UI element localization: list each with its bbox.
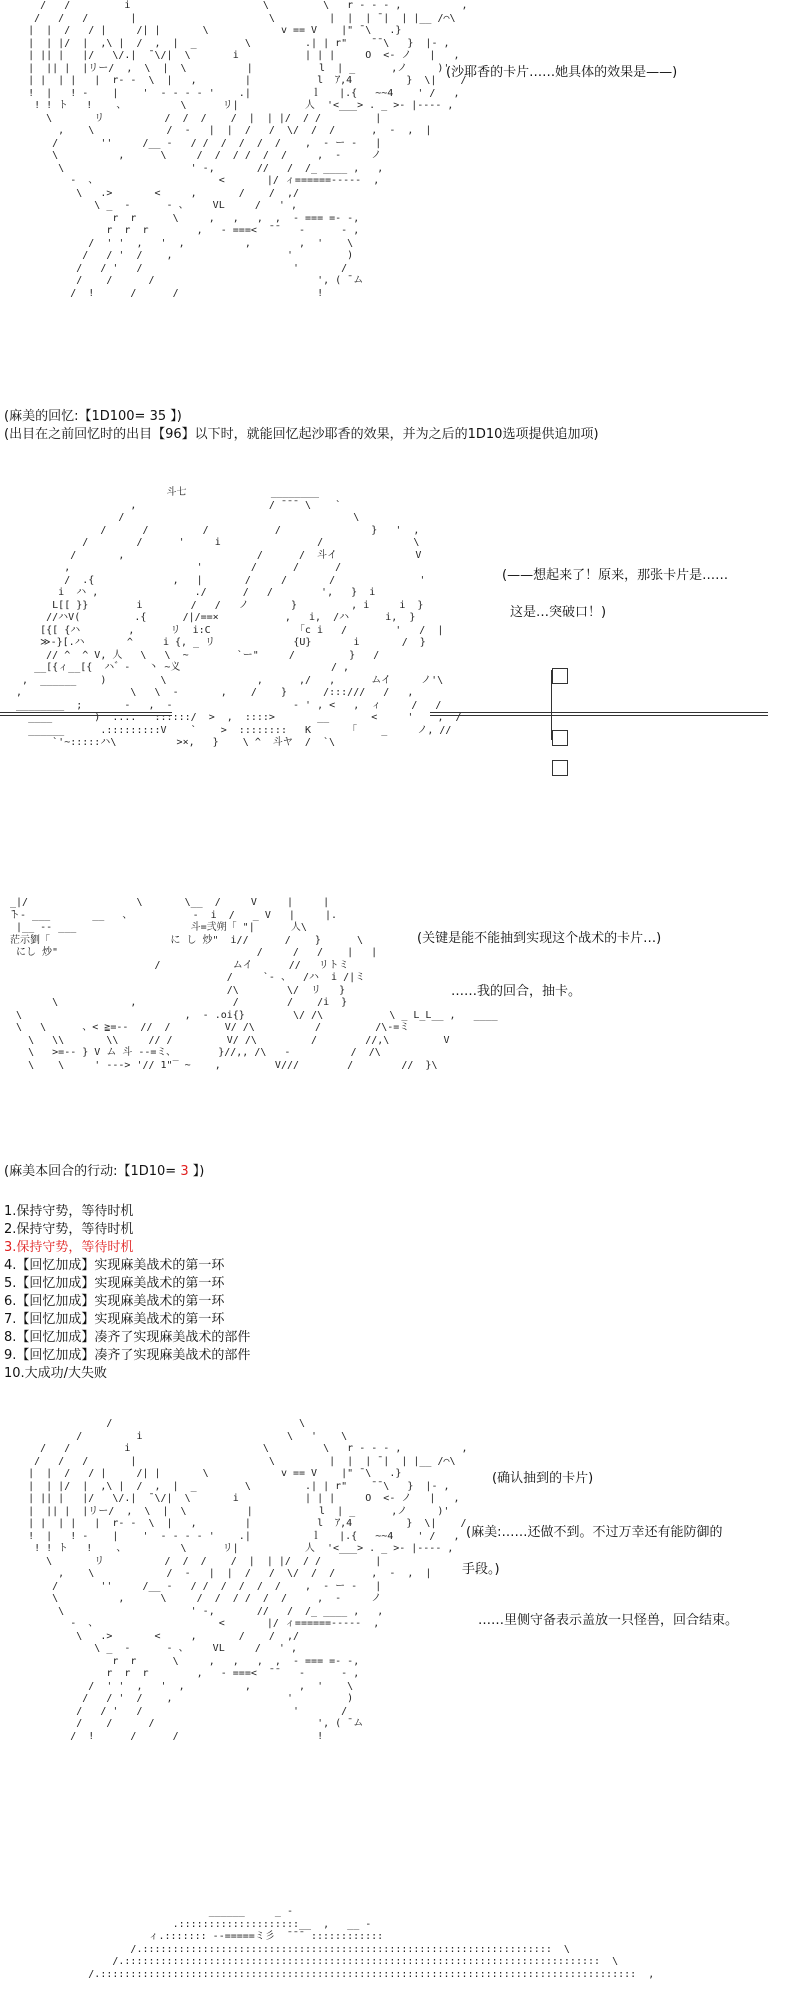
action-roll-text	[4, 1163, 204, 1181]
recall-note-text: (出目在之前回忆时的出目【96】以下时，就能回忆起沙耶香的效果，并为之后的1D10选项提供追加项)	[4, 427, 599, 442]
dialogue-confirm-card: (确认抽到的卡片)	[492, 1471, 594, 1486]
card-outline-icon	[552, 668, 568, 684]
card-outline-icon	[552, 730, 568, 746]
action-option: 7.【回忆加成】实现麻美战术的第一环	[4, 1312, 225, 1327]
action-option: 4.【回忆加成】实现麻美战术的第一环	[4, 1258, 225, 1273]
card-outline-icon	[552, 760, 568, 776]
action-option: 6.【回忆加成】实现麻美战术的第一环	[4, 1294, 225, 1309]
action-prefix: (麻美本回合的行动:【1D10=	[4, 1164, 181, 1179]
mami-thinking-ascii-art: 斗七 ________ , / ̄ ̄ ̄ \ ` / \ / / / / } ' , / / ' i / \ / , / / 斗イ V , ' / / / / .{ , | / / / ' i ハ , ./ / / ', } i L[[ }} i / / ノ } , i i } //ハV( .{ /|/==× , i, /ハ i, } [{[ {ハ , リ i:C 「c i / ' / | ≫-}[.ハ ^ i {, _ リ {U} i / } // ^ ^ V, 人 \ \ ~ `ー" / } / __[{ィ__[{ ハ゛- 丶 ~义 / , , ______ ) \ , ,/ , ムイ ノ'\ , \ \ - , / } /:::/// / , ________ ; ‐ , - - ' , < , ィ / / ____ ) .... ::::::/ > , ::::> __ < ' , / ______ .:::::::::V ` > :::::::: K 「 _ ノ, // `'~:::::ハ\ >×, } \ ^ 斗ヤ / `\	[16, 487, 462, 748]
dialogue-breakthrough: 这是…突破口！)	[510, 605, 607, 620]
sayaka-ascii-art-bottom: / \ / i \ ' \ / / i \ \ r - - - , , / / / | \ | | | ̄ | | |__ /⌒\ | | / / | /| | \ v == V |" ̄ \ .} | | |/ | ,\ | / , | _ \ .| | r" ̄ ̄ \ } |- , | || | |/ \/.| ̄ \/| \ i | | | O <- ノ | , | || | |リー/ , \ | \ | l | _ ,ノ )' | | | | | r- - \ | , | l ｱ,4 } \| / ! | ! - | ' - - - - ' .| ｌ |.{ ~~4 ' / , ! ! ト ! 、 \ リ| 人 '<___> . _ >- |---- , \ リ / / / / | | |/ / / | , \ / - | | / / \/ / / , - , | / '' /__ - / / / / / / , - ー - | \ , \ / / / / / / , - ノ \ ' -, // / /_ ____ , , - 、 < |/ ィ======----- , \ .> < , / / ,/ \ _ - - 、 VL / ' , r r \ , , , , - === =- -, r r r , - ===< ̄ ̄ - - , / ' ' , ' , , , ' \ / / ' / , ' ) / / ' / ' / / / / ', ( ̄ ム / ! / / !	[28, 1418, 468, 1742]
dialogue-key-card: (关键是能不能抽到实现这个战术的卡片…)	[417, 931, 662, 946]
dialogue-turn-end: ……里侧守备表示盖放一只怪兽，回合结束。	[478, 1613, 739, 1628]
recall-roll-text: (麻美的回忆:【1D100= 35 】)	[4, 409, 182, 424]
action-option: 9.【回忆加成】凑齐了实现麻美战术的部件	[4, 1348, 251, 1363]
divider-line-left	[0, 712, 172, 716]
dialogue-draw: ……我的回合，抽卡。	[451, 984, 582, 999]
action-option: 1.保持守势，等待时机	[4, 1204, 134, 1219]
mami-hair-ascii-art: ______ _ - .::::::::::::::::::::__ , __ - ィ.::::::: --=====ミ彡 ̄ ̄ ̄ :::::::::::: /.:::::::::::::::::::::::::::::::::::::::::::::::::::::::::::::::::::: \ /.::::::::::::::::::::::::::::::::::::::::::::::::::::::::::::::::::::::::::::::: \ /.::::::::::::::::::::::::::::::::::::::::::::::::::::::::::::::::::::::::::::::::::::::::: ,	[88, 1906, 655, 1980]
sayaka-ascii-art-top: / / i \ \ r - - - , , / / / | \ | | | ̄ | | |__ /⌒\ | | / / | /| | \ v == V |" ̄ \ .} | | |/ | ,\ | / , | _ \ .| | r" ̄ ̄ \ } |- , | || | |/ \/.| ̄ \/| \ i | | | O <- ノ | , | || | |リー/ , \ | \ | l | _ ,ノ )' | | | | | r- - \ | , | l ｱ,4 } \| / ! | ! - | ' - - - - ' .| ｌ |.{ ~~4 ' / , ! ! ト ! 、 \ リ| 人 '<___> . _ >- |---- , \ リ / / / / | | |/ / / | , \ / - | | / / \/ / / , - , | / '' /__ - / / / / / / , - ー - | \ , \ / / / / / / , - ノ \ ' -, // / /_ ____ , , - 、 < |/ ィ======----- , \ .> < , / / ,/ \ _ - - 、 VL / ' , r r \ , , , , - === =- -, r r r , - ===< ̄ ̄ - - , / ' ' , ' , , , ' \ / / ' / , ' ) / / ' / ' / / / / ', ( ̄ ム / ! / / !	[28, 0, 468, 299]
divider-line-right	[430, 712, 768, 716]
action-roll-value: 3	[180, 1164, 189, 1179]
action-option: 2.保持守势，等待时机	[4, 1222, 134, 1237]
action-option: 8.【回忆加成】凑齐了实现麻美战术的部件	[4, 1330, 251, 1345]
action-options-list	[4, 1203, 250, 1383]
action-option: 3.保持守势，等待时机	[4, 1240, 134, 1255]
dialogue-mami-defense: (麻美:……还做不到。不过万幸还有能防御的	[466, 1525, 723, 1540]
dialogue-remembered: (——想起来了！原来，那张卡片是……	[502, 568, 729, 583]
dialogue-sayaka-card: (沙耶香的卡片……她具体的效果是——)	[446, 65, 678, 80]
duel-ascii-art: _|/ \ \__ / V | | ̄ト- ___ __ 、 - i / _ V | |. |__ -- ___ 斗=弐朔「 "| 人\ 茫示劉「 に し 炒" i// / } \ にし 炒" / / / | | / ムイ // リトミ / `- 、 /ハ i /|ミ /\ \/ リ } \ , / / /i } \ , - .oi{} \/ /\ \ _ L_L__ , ____ \ \ 、< ≧=-- // / V/ /\ / /\-=ミ \ \\ \\ // / V/ /\ / //,\ V \ >=-- } V ム 斗 --=ミ、 }//,, /\ - / /\ \ \ ' ---> '// 1"‾ ~ , V/// / // }\	[4, 897, 498, 1071]
action-suffix: 】)	[188, 1164, 205, 1179]
action-option: 10.大成功/大失败	[4, 1366, 108, 1381]
dialogue-means: 手段。)	[462, 1562, 500, 1577]
action-option: 5.【回忆加成】实现麻美战术的第一环	[4, 1276, 225, 1291]
